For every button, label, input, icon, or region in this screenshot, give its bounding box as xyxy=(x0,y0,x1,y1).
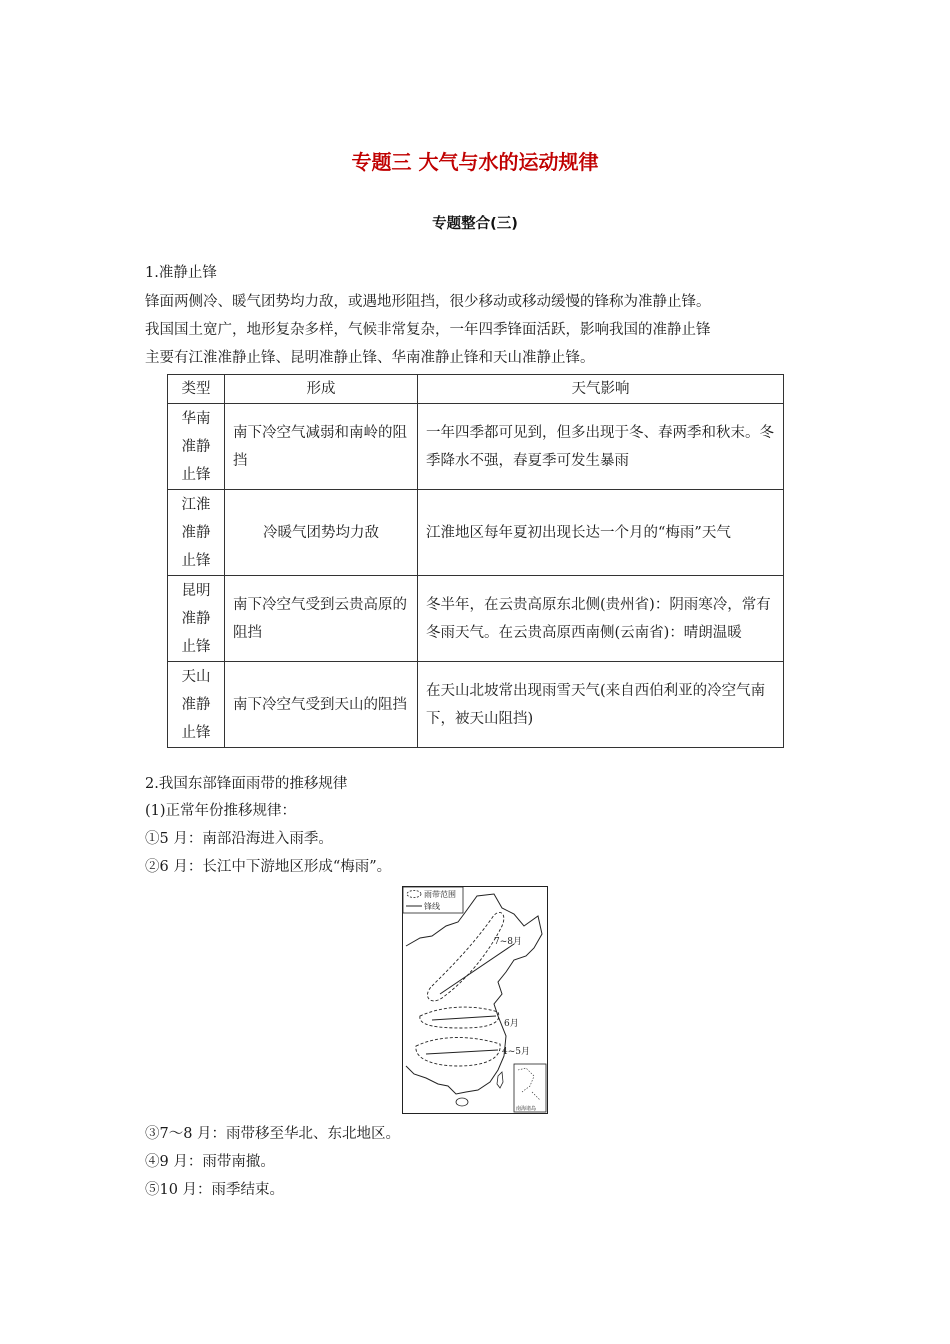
table-header-cell: 类型 xyxy=(168,375,225,404)
legend-front-label: 锋线 xyxy=(424,902,440,911)
type-cell-line: 准静 xyxy=(181,438,211,455)
section2-subheading: (1)正常年份推移规律： xyxy=(145,803,297,819)
type-cell-line: 止锋 xyxy=(181,552,211,569)
type-cell xyxy=(168,576,225,662)
table-header-cell: 天气影响 xyxy=(418,375,784,404)
type-cell-line: 准静 xyxy=(181,524,211,541)
weather-cell: 冬半年，在云贵高原东北侧(贵州省)：阴雨寒冷，常有冬雨天气。在云贵高原西南侧(云南省)：晴朗温暖 xyxy=(418,576,784,662)
type-cell xyxy=(168,490,225,576)
type-cell xyxy=(168,404,225,490)
type-cell-line: 准静 xyxy=(181,610,211,627)
table-header-row xyxy=(168,375,784,404)
table-header-cell: 形成 xyxy=(225,375,418,404)
label-jul-aug: 7~8月 xyxy=(494,937,522,947)
formation-cell: 南下冷空气受到天山的阻挡 xyxy=(225,662,418,748)
rain-belt-map xyxy=(402,886,548,1114)
inset-label: 南海诸岛 xyxy=(516,1106,537,1112)
label-apr-may: 4~5月 xyxy=(502,1047,530,1057)
formation-cell: 冷暖气团势均力敌 xyxy=(225,490,418,576)
list-item: ②6 月：长江中下游地区形成“梅雨”。 xyxy=(145,859,392,875)
formation-cell: 南下冷空气受到云贵高原的阻挡 xyxy=(225,576,418,662)
label-june: 6月 xyxy=(504,1019,519,1029)
section1-heading: 1.准静止锋 xyxy=(145,265,217,281)
paragraph-line: 主要有江淮准静止锋、昆明准静止锋、华南准静止锋和天山准静止锋。 xyxy=(145,350,595,366)
table-row xyxy=(168,662,784,748)
south-china-sea-inset xyxy=(514,1064,546,1112)
type-cell-line: 止锋 xyxy=(181,724,211,741)
table-row xyxy=(168,404,784,490)
type-cell-line: 华南 xyxy=(181,410,211,427)
type-cell-line: 止锋 xyxy=(181,638,211,655)
page-title: 专题三 大气与水的运动规律 xyxy=(351,150,599,174)
type-cell-line: 天山 xyxy=(181,668,211,685)
list-item: ①5 月：南部沿海进入雨季。 xyxy=(145,831,333,847)
section2-heading: 2.我国东部锋面雨带的推移规律 xyxy=(145,776,348,792)
paragraph-line: 我国国土宽广，地形复杂多样，气候非常复杂，一年四季锋面活跃，影响我国的准静止锋 xyxy=(145,322,711,338)
type-cell-line: 准静 xyxy=(181,696,211,713)
type-cell-line: 昆明 xyxy=(181,582,211,599)
list-item: ⑤10 月：雨季结束。 xyxy=(145,1182,285,1198)
paragraph-line: 锋面两侧冷、暖气团势均力敌，或遇地形阻挡，很少移动或移动缓慢的锋称为准静止锋。 xyxy=(145,294,711,310)
type-cell-line: 江淮 xyxy=(181,496,211,513)
table-row xyxy=(168,490,784,576)
legend-rain-belt-label: 雨带范围 xyxy=(424,890,456,899)
section-subtitle: 专题整合(三) xyxy=(432,216,518,232)
front-types-table xyxy=(167,374,784,748)
weather-cell: 江淮地区每年夏初出现长达一个月的“梅雨”天气 xyxy=(418,490,784,576)
formation-cell: 南下冷空气减弱和南岭的阻挡 xyxy=(225,404,418,490)
weather-cell: 一年四季都可见到，但多出现于冬、春两季和秋末。冬季降水不强，春夏季可发生暴雨 xyxy=(418,404,784,490)
weather-cell: 在天山北坡常出现雨雪天气(来自西伯利亚的冷空气南下，被天山阻挡) xyxy=(418,662,784,748)
map-legend xyxy=(403,887,463,913)
list-item: ④9 月：雨带南撤。 xyxy=(145,1154,275,1170)
list-item: ③7～8 月：雨带移至华北、东北地区。 xyxy=(145,1126,401,1142)
type-cell-line: 止锋 xyxy=(181,466,211,483)
table-row xyxy=(168,576,784,662)
type-cell xyxy=(168,662,225,748)
